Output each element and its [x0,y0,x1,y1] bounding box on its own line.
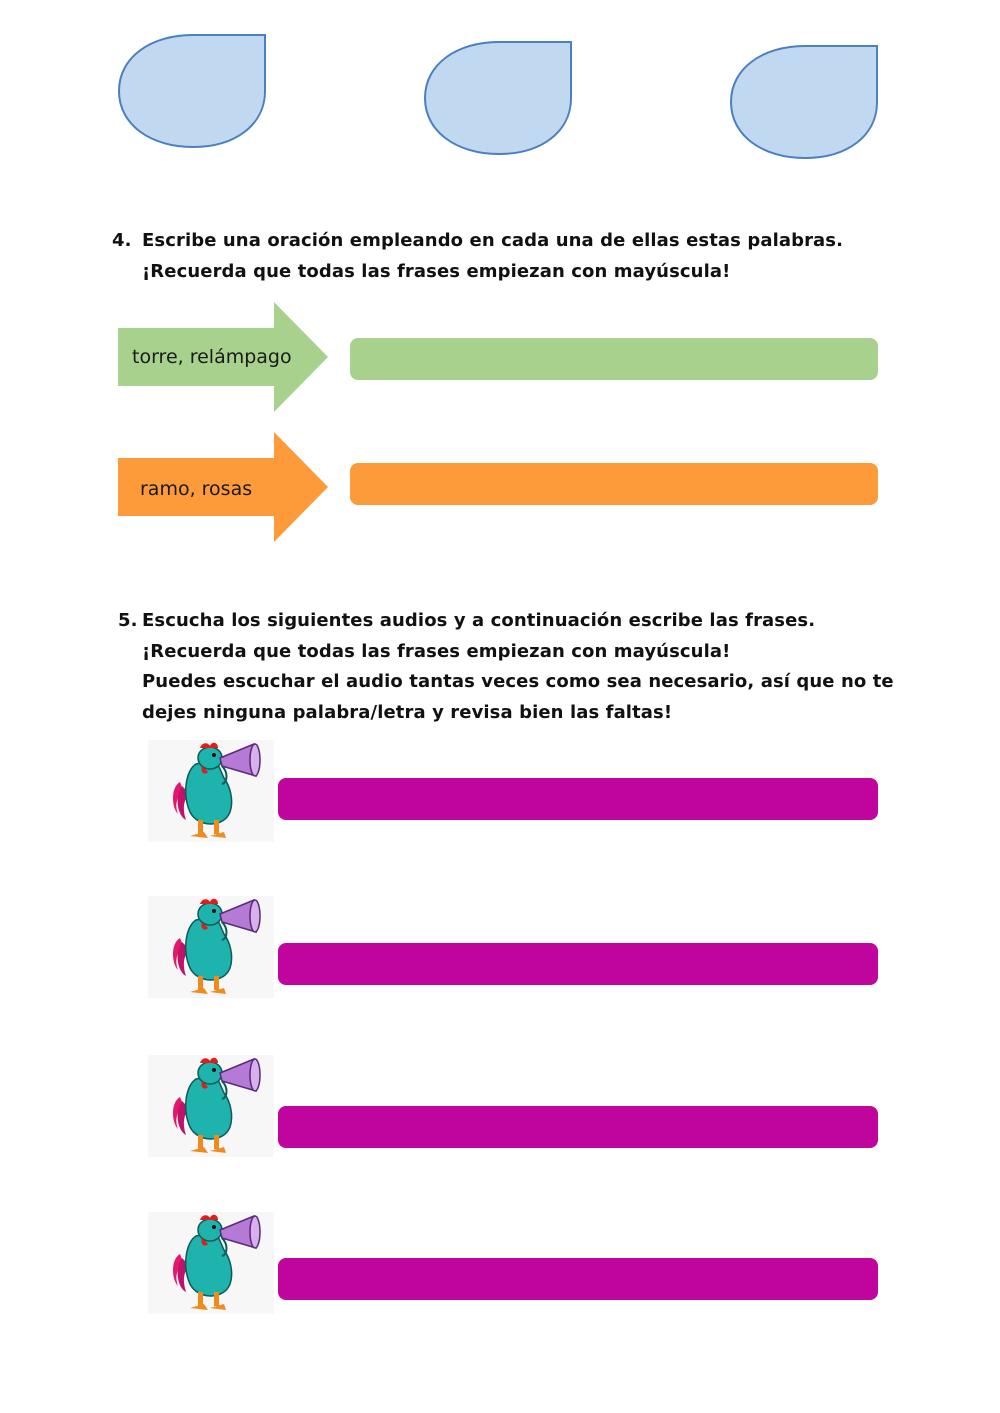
exercise-5-line-3: Puedes escuchar el audio tantas veces como sea necesario, así que no te [142,671,894,692]
rooster-megaphone-icon [148,896,274,998]
dictation-input-1[interactable] [278,778,878,820]
rooster-megaphone-icon [148,1055,274,1157]
exercise-4-instructions [112,226,952,287]
word-arrow-1 [118,302,330,412]
audio-play-button-1[interactable] [148,740,274,842]
drop-shape-3 [729,44,881,162]
dictation-input-2[interactable] [278,943,878,985]
audio-play-button-3[interactable] [148,1055,274,1157]
rooster-megaphone-icon [148,1212,274,1314]
word-arrow-1-label: torre, relámpago [132,346,292,368]
exercise-5-line-1: Escucha los siguientes audios y a continuación escribe las frases. [142,610,816,631]
dictation-input-4[interactable] [278,1258,878,1300]
exercise-4-line-2: ¡Recuerda que todas las frases empiezan con mayúscula! [142,260,731,282]
sentence-input-2[interactable] [350,463,878,505]
audio-play-button-4[interactable] [148,1212,274,1314]
rooster-megaphone-icon [148,740,274,842]
exercise-4-line-1: Escribe una oración empleando en cada una de ellas estas palabras. [142,230,844,251]
exercise-5-line-4: dejes ninguna palabra/letra y revisa bien las faltas! [142,701,673,723]
dictation-input-3[interactable] [278,1106,878,1148]
exercise-4-number: 4. [112,230,132,251]
drop-shape-2 [423,40,575,158]
exercise-5-line-2: ¡Recuerda que todas las frases empiezan con mayúscula! [142,640,731,662]
exercise-5-number: 5. [118,610,138,631]
sentence-input-1[interactable] [350,338,878,380]
word-arrow-2-label: ramo, rosas [140,478,253,500]
word-arrow-2 [118,432,330,542]
drop-shape-1 [117,33,269,151]
exercise-5-instructions [118,606,958,728]
audio-play-button-2[interactable] [148,896,274,998]
